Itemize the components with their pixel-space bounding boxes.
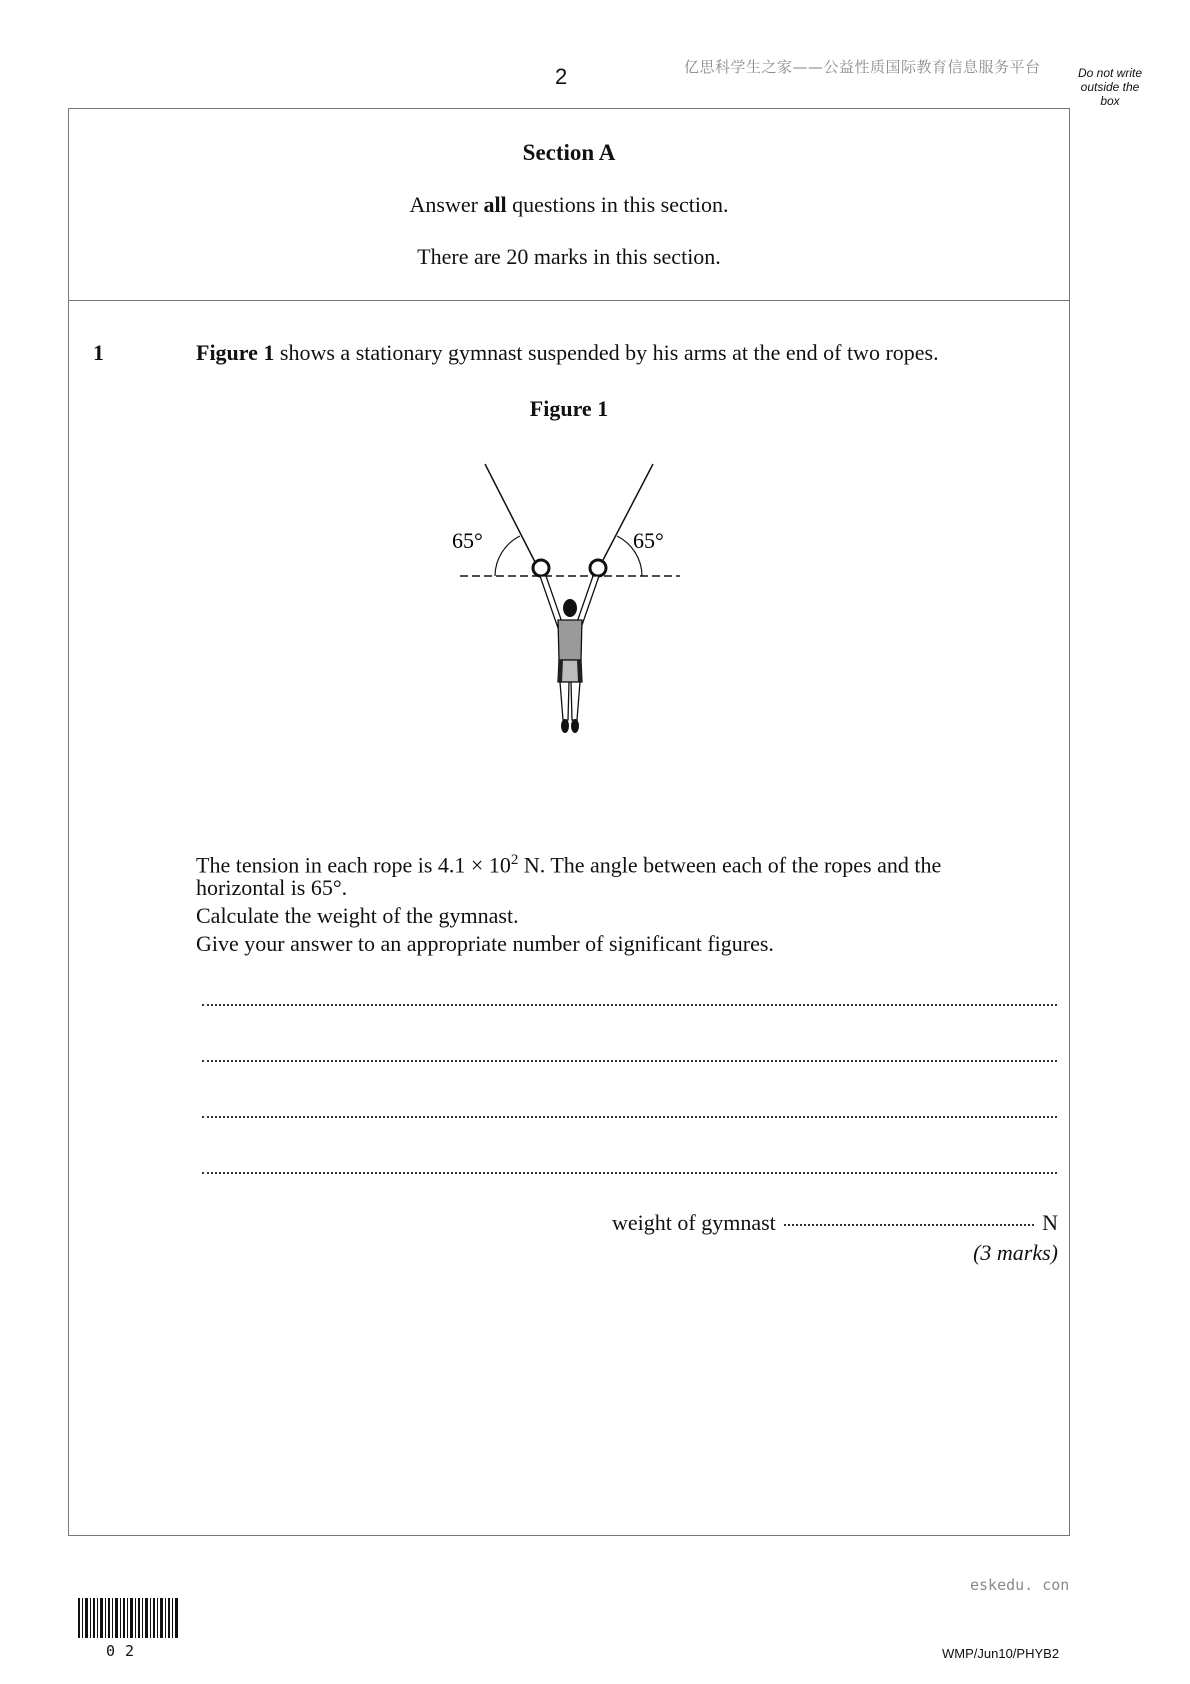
header-watermark: 亿思科学生之家——公益性质国际教育信息服务平台 — [684, 58, 1041, 76]
instruction-emphasis: all — [483, 192, 507, 217]
left-angle-label: 65° — [452, 528, 483, 553]
question-paragraph: Calculate the weight of the gymnast. — [196, 903, 519, 928]
question-marks: (3 marks) — [973, 1240, 1058, 1265]
right-ring — [590, 560, 606, 576]
tension-text-continued: N. The angle between each of the ropes and the — [518, 852, 942, 878]
instruction-text: questions in this section. — [506, 192, 729, 217]
answer-line[interactable] — [202, 1116, 1057, 1118]
margin-note-line: Do not write — [1077, 66, 1143, 80]
section-instruction — [68, 192, 1070, 218]
page-number: 2 — [555, 64, 568, 89]
margin-note-line: box — [1100, 94, 1120, 108]
left-leg — [560, 682, 569, 720]
left-angle-arc — [495, 536, 520, 576]
answer-line[interactable] — [202, 1172, 1057, 1174]
right-angle-label: 65° — [633, 528, 664, 553]
gymnast-head — [563, 599, 577, 617]
left-rope — [485, 464, 535, 562]
margin-note-line: outside the — [1080, 80, 1140, 94]
gymnast-figure — [450, 460, 690, 740]
margin-note — [1068, 66, 1152, 108]
exponent: 2 — [510, 852, 519, 868]
answer-line[interactable] — [202, 1004, 1057, 1006]
paper-code: WMP/Jun10/PHYB2 — [942, 1646, 1060, 1661]
section-marks-line: There are 20 marks in this section. — [417, 244, 721, 269]
weight-label: weight of gymnast — [612, 1210, 776, 1235]
left-foot — [561, 719, 569, 733]
left-ring — [533, 560, 549, 576]
barcode-image — [78, 1598, 178, 1638]
answer-line[interactable] — [202, 1060, 1057, 1062]
right-foot — [571, 719, 579, 733]
weight-answer-field[interactable] — [784, 1224, 1034, 1226]
gymnast-torso — [558, 620, 582, 660]
section-title: Section A — [522, 140, 616, 165]
tension-text: The tension in each rope is 4.1 × 10 — [196, 852, 511, 878]
footer-watermark: eskedu. con — [970, 1576, 1070, 1594]
section-divider — [68, 300, 1070, 301]
question-number: 1 — [93, 340, 104, 365]
question-intro — [196, 340, 939, 366]
right-leg — [571, 682, 580, 720]
answer-box-border — [68, 108, 1070, 1536]
weight-unit: N — [1042, 1210, 1058, 1235]
question-paragraph: horizontal is 65°. — [196, 875, 348, 900]
figure-caption: Figure 1 — [529, 396, 609, 421]
barcode-number: 02 — [106, 1642, 145, 1660]
instruction-text: Answer — [409, 192, 484, 217]
weight-answer-row — [612, 1210, 1058, 1236]
question-intro-text: shows a stationary gymnast suspended by his arms at the end of two ropes. — [274, 340, 939, 365]
figure-reference: Figure 1 — [196, 340, 275, 365]
question-paragraph: Give your answer to an appropriate number of significant figures. — [196, 931, 774, 956]
